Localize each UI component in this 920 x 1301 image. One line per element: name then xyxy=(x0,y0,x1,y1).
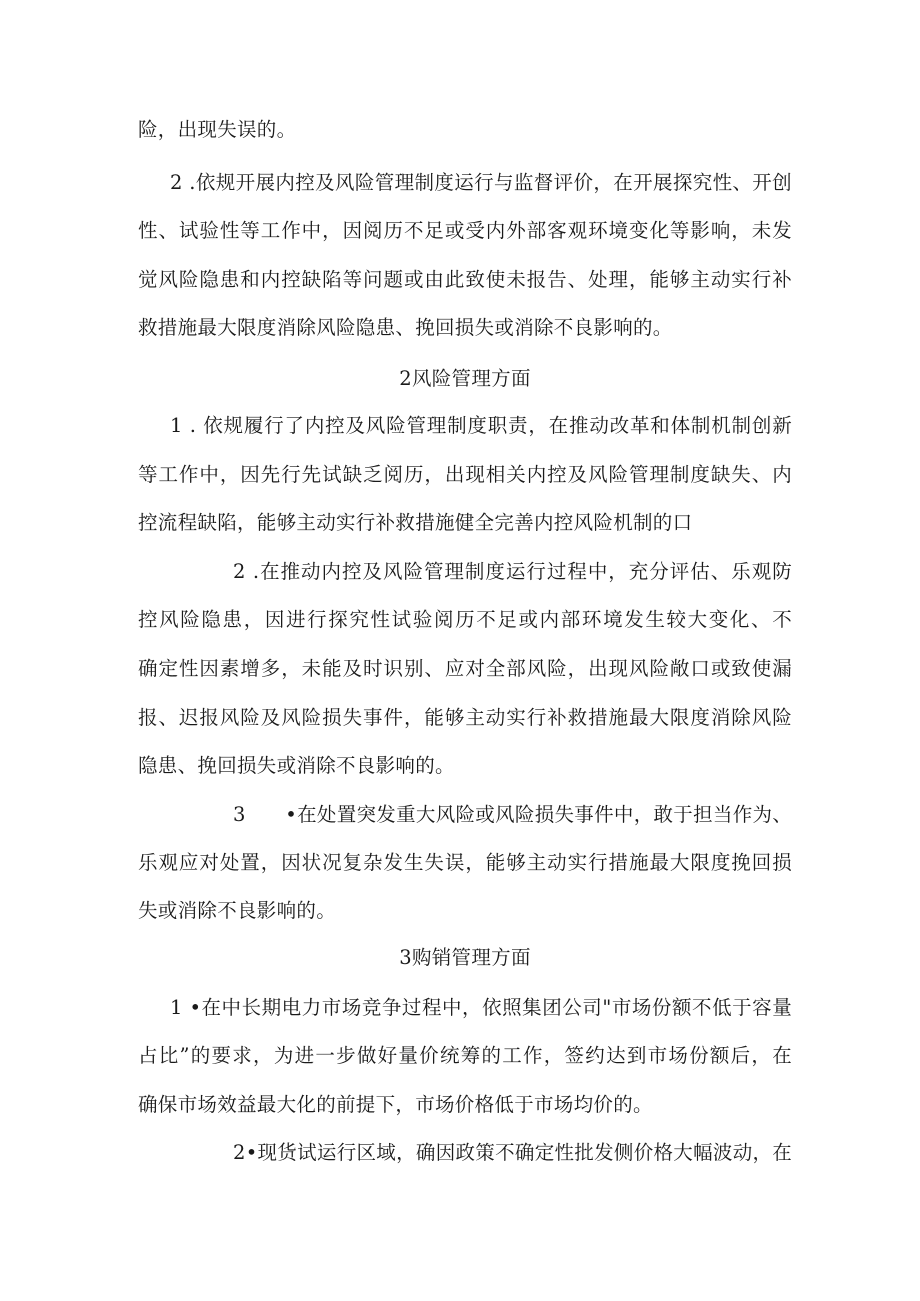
text-line: 救措施最大限度消除风险隐患、挽回损失或消除不良影响的。 xyxy=(138,316,673,339)
text-line: 确保市场效益最大化的前提下，市场价格低于市场均价的。 xyxy=(138,1093,653,1116)
text-line: 2•现货试运行区域，确因政策不确定性批发侧价格大幅波动，在 xyxy=(233,1141,792,1164)
section-heading: 2风险管理方面 xyxy=(399,367,531,390)
section-heading: 3购销管理方面 xyxy=(399,946,531,969)
text-line: 2 .在推动内控及风险管理制度运行过程中，充分评估、乐观防 xyxy=(233,560,792,583)
text-line: 隐患、挽回损失或消除不良影响的。 xyxy=(138,754,455,777)
text-line: 1 •在中长期电力市场竞争过程中，依照集团公司"市场份额不低于容量 xyxy=(170,996,792,1019)
text-line: 报、迟报风险及风险损失事件，能够主动实行补救措施最大限度消除风险 xyxy=(138,706,792,729)
text-line: 控风险隐患，因进行探究性试验阅历不足或内部环境发生较大变化、不 xyxy=(138,608,792,631)
text-line: 占比”的要求，为进一步做好量价统筹的工作，签约达到市场份额后，在 xyxy=(138,1044,792,1067)
text-line: 控流程缺陷，能够主动实行补救措施健全完善内控风险机制的口 xyxy=(138,511,693,534)
text-line: 乐观应对处置，因状况复杂发生失误，能够主动实行措施最大限度挽回损 xyxy=(138,851,792,874)
text-line: 1 . 依规履行了内控及风险管理制度职责，在推动改革和体制机制创新 xyxy=(170,414,792,437)
text-line: 2 .依规开展内控及风险管理制度运行与监督评价，在开展探究性、开创 xyxy=(170,171,792,194)
text-line: 确定性因素增多，未能及时识别、应对全部风险，出现风险敞口或致使漏 xyxy=(138,657,792,680)
text-line: 失或消除不良影响的。 xyxy=(138,899,337,922)
text-line: 性、试验性等工作中，因阅历不足或受内外部客观环境变化等影响，未发 xyxy=(138,219,792,242)
text-line: 等工作中，因先行先试缺乏阅历，出现相关内控及风险管理制度缺失、内 xyxy=(138,463,792,486)
text-line: 险，出现失误的。 xyxy=(138,118,297,141)
text-line: 觉风险隐患和内控缺陷等问题或由此致使未报告、处理，能够主动实行补 xyxy=(138,268,792,291)
text-line: 3 •在处置突发重大风险或风险损失事件中，敢于担当作为、 xyxy=(233,803,792,826)
